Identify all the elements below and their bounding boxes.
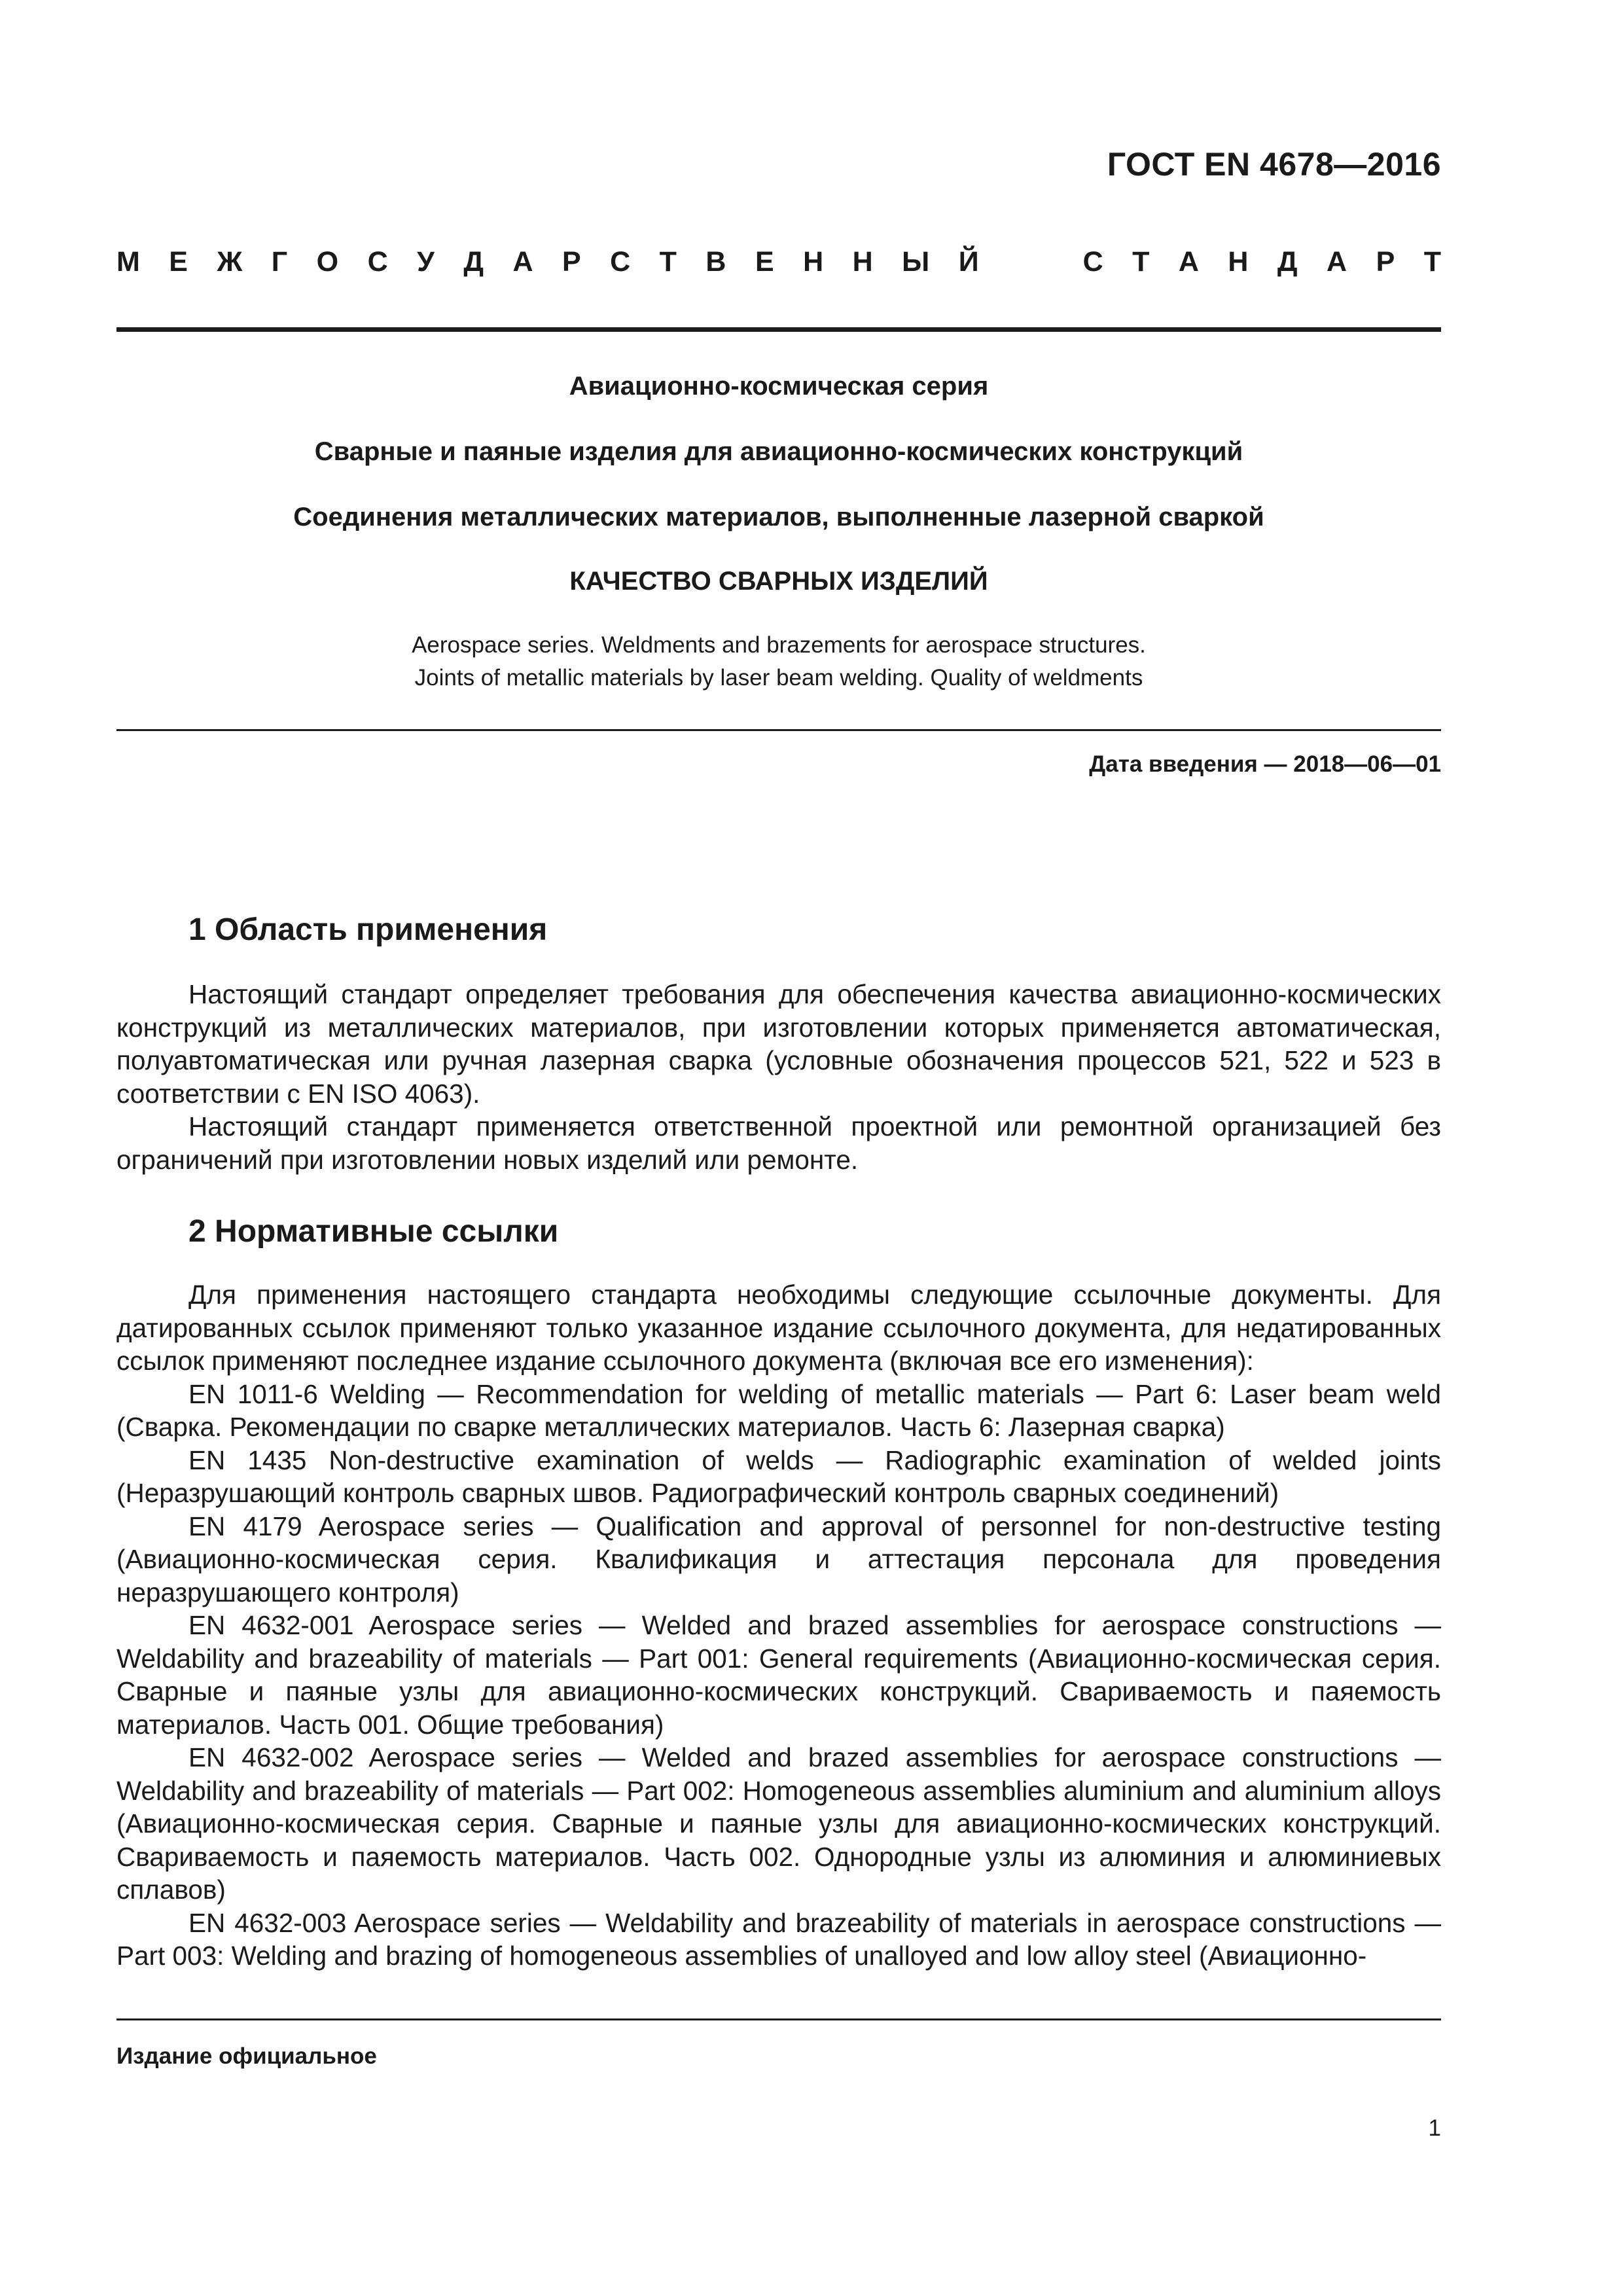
heading-letter: Р	[562, 246, 581, 278]
heading-letter: Е	[169, 246, 188, 278]
heading-letter: С	[610, 246, 631, 278]
document-body	[116, 910, 1441, 1973]
title-line-4: КАЧЕСТВО СВАРНЫХ ИЗДЕЛИЙ	[569, 567, 988, 596]
heading-letter: А	[1327, 246, 1347, 278]
introduction-date: Дата введения — 2018—06—01	[1089, 751, 1441, 777]
header-divider	[116, 327, 1441, 332]
reference-entry: EN 1011-6 Welding — Recommendation for welding of metallic materials — Part 6: Laser beam weld (Сварка. Рекомендации по сварке металлических материалов. Часть 6: Лазерная сварка)	[116, 1378, 1441, 1442]
heading-letter: Н	[852, 246, 873, 278]
paragraph: Для применения настоящего стандарта необходимы следующие ссылочные документы. Для датированных ссылок применяют только указанное издание ссылочного документа, для недатированных ссылок применяют последнее издание ссылочного документа (включая все его изменения):	[116, 1280, 1441, 1376]
heading-letter: Е	[755, 246, 774, 278]
heading-letter: С	[367, 246, 388, 278]
title-english-line-1: Aerospace series. Weldments and brazements for aerospace structures.	[412, 632, 1146, 658]
heading-letter: Ы	[902, 246, 930, 278]
heading-letter: Н	[803, 246, 824, 278]
heading-letter: Г	[271, 246, 288, 278]
section-1-body	[116, 978, 1441, 1176]
reference-entry: EN 4179 Aerospace series — Qualification and approval of personnel for non-destructive testing (Авиационно-космическая серия. Квалификация и аттестация персонала для проведения неразрушающего контроля)	[116, 1511, 1441, 1607]
heading-letter: В	[705, 246, 726, 278]
heading-letter: Н	[1228, 246, 1249, 278]
heading-letter: Д	[1277, 246, 1298, 278]
reference-entry: EN 4632-002 Aerospace series — Welded and brazed assemblies for aerospace constructions — Weldability and brazeability of materials — Part 002: Homogeneous assemblies aluminium and aluminium alloys (Авиационно-космическая серия. Сварные и паяные узлы для авиационно-космических конструкций. Свариваемость и паяемость материалов. Часть 002. Однородные узлы из алюминия и алюминиевых сплавов)	[116, 1742, 1441, 1905]
heading-letter: М	[116, 246, 140, 278]
interstate-standard-heading	[116, 246, 1441, 278]
title-english-line-2: Joints of metallic materials by laser beam welding. Quality of weldments	[414, 665, 1143, 691]
paragraph: Настоящий стандарт применяется ответственной проектной или ремонтной организацией без ограничений при изготовлении новых изделий или ремонте.	[116, 1111, 1441, 1175]
title-line-3: Соединения металлических материалов, выполненные лазерной сваркой	[293, 503, 1264, 531]
section-2-title: 2 Нормативные ссылки	[188, 1214, 559, 1249]
page-number: 1	[1428, 2115, 1441, 2141]
heading-letter: Р	[1376, 246, 1395, 278]
reference-entry: EN 4632-003 Aerospace series — Weldability and brazeability of materials in aerospace constructions — Part 003: Welding and brazing of homogeneous assemblies of unalloyed and low alloy steel (Авиационно-	[116, 1907, 1441, 1971]
title-line-2: Сварные и паяные изделия для авиационно-космических конструкций	[314, 437, 1243, 466]
heading-letter: У	[417, 246, 435, 278]
paragraph: Настоящий стандарт определяет требования для обеспечения качества авиационно-космических конструкций из металлических материалов, при изготовлении которых применяется автоматическая, полуавтоматическая или ручная лазерная сварка (условные обозначения процессов 521, 522 и 523 в соответствии с EN ISO 4063).	[116, 979, 1441, 1109]
footer-divider	[116, 2018, 1441, 2020]
heading-letter: Ж	[217, 246, 243, 278]
heading-letter: С	[1082, 246, 1103, 278]
heading-letter: А	[512, 246, 533, 278]
heading-letter: Д	[463, 246, 484, 278]
reference-entry: EN 1435 Non-destructive examination of welds — Radiographic examination of welded joints (Неразрушающий контроль сварных швов. Радиографический контроль сварных соединений)	[116, 1444, 1441, 1508]
heading-letter: А	[1178, 246, 1199, 278]
official-edition-label: Издание официальное	[116, 2043, 377, 2069]
reference-entry: EN 4632-001 Aerospace series — Welded and brazed assemblies for aerospace constructions — Weldability and brazeability of materials — Part 001: General requirements (Авиационно-космическая серия. Сварные и паяные узлы для авиационно-космических конструкций. Свариваемость и паяемость материалов. Часть 001. Общие требования)	[116, 1610, 1441, 1740]
heading-letter: Т	[1132, 246, 1150, 278]
document-number: ГОСТ EN 4678—2016	[1107, 146, 1441, 183]
title-divider	[116, 729, 1441, 731]
section-1-title: 1 Область применения	[188, 912, 548, 947]
heading-letter: О	[316, 246, 339, 278]
title-series: Авиационно-космическая серия	[569, 372, 989, 401]
section-2-body	[116, 1278, 1441, 1973]
heading-letter: Т	[1423, 246, 1441, 278]
heading-letter: Т	[659, 246, 677, 278]
heading-letter: Й	[958, 246, 979, 278]
word-gap	[1008, 246, 1054, 278]
